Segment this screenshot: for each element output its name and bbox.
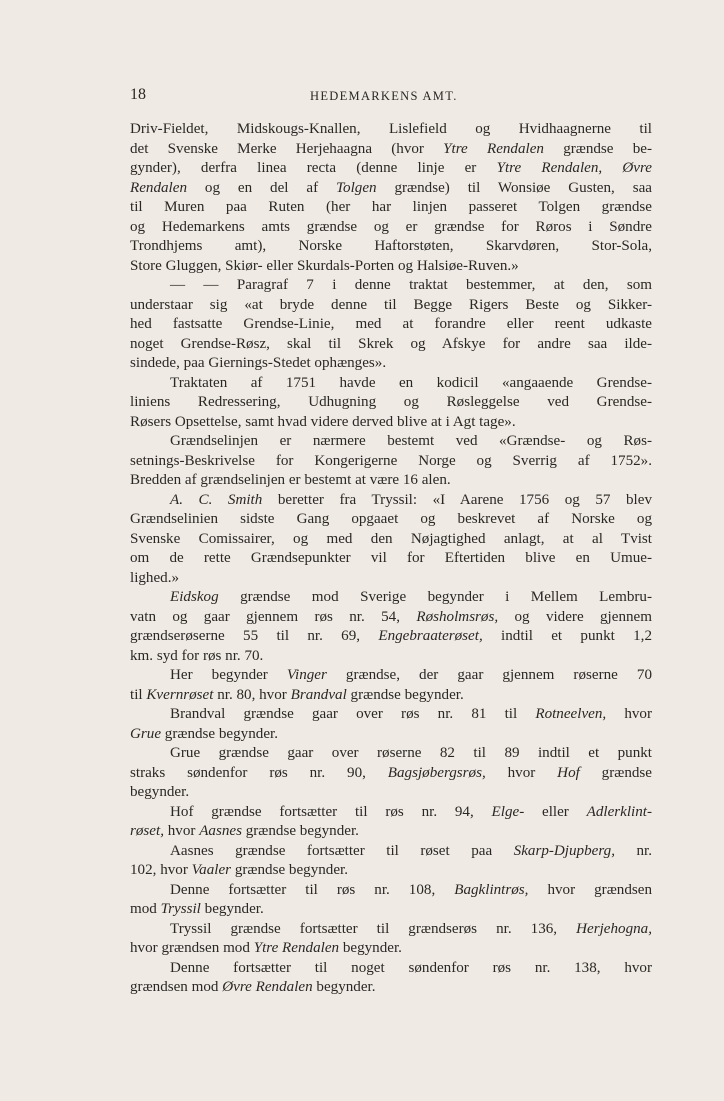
italic-text: Tryssil (160, 901, 201, 917)
italic-text: Brandval (290, 686, 347, 703)
text-line (130, 627, 652, 647)
italic-text: Engebraaterøset, (378, 628, 483, 644)
text-segment: hvor grændsen mod (130, 940, 254, 956)
text-segment: Hof grændse fortsætter til røs nr. 94, (170, 803, 492, 820)
text-segment: lighed.» (130, 569, 180, 586)
text-segment: beretter fra Tryssil: «I Aarene 1756 og 57 blev (262, 491, 652, 508)
text-line (130, 647, 652, 667)
text-segment: gynder), derfra linea recta (denne linje er (130, 160, 497, 176)
page-header (130, 86, 652, 110)
text-segment: Aasnes grændse fortsætter til røset paa (170, 842, 514, 859)
text-segment: Bredden af grændselinjen er bestemt at være 16 alen. (130, 472, 451, 488)
text-segment: Denne fortsætter til røs nr. 108, (170, 881, 455, 898)
text-line (130, 218, 652, 238)
text-segment: og Hedemarkens amts grændse og er grændse for Røros i Søndre (130, 218, 652, 235)
text-segment: 102, hvor (130, 862, 192, 878)
text-line (130, 608, 652, 628)
text-line (130, 725, 652, 745)
italic-text: Kvernrøset (146, 686, 214, 703)
text-segment: vatn og gaar gjennem røs nr. 54, (130, 608, 417, 625)
text-segment: grændse begynder. (346, 686, 464, 703)
text-line (130, 179, 652, 199)
text-segment: straks søndenfor røs nr. 90, (130, 764, 388, 781)
text-segment: understaar sig «at bryde denne til Begge Rigers Beste og Sikker- (130, 296, 652, 313)
text-line (130, 588, 652, 608)
italic-text: Rendalen (130, 179, 187, 196)
italic-text: Rotneelven, (535, 706, 607, 722)
text-line (130, 257, 652, 277)
text-line (130, 666, 652, 686)
text-line (130, 296, 652, 316)
text-segment: Svenske Comissairer, og med den Nøjagtighed anlagt, at al Tvist (130, 530, 652, 547)
text-segment: setnings-Beskrivelse for Kongerigerne Norge og Sverrig af 1752». (130, 452, 652, 469)
text-line (130, 744, 652, 764)
body-text (130, 120, 652, 998)
text-segment: hvor (485, 764, 558, 781)
text-line (130, 764, 652, 784)
italic-text: Vaaler (191, 862, 232, 878)
italic-text: Røsholmsrøs, (416, 608, 499, 625)
italic-text: A. C. Smith (170, 491, 263, 508)
text-segment: til (130, 686, 147, 703)
text-segment: det Svenske Merke Herjehaagna (hvor (130, 140, 444, 157)
text-segment: nr. 80, hvor (213, 686, 291, 703)
text-segment: Trondhjems amt), Norske Haftorstøten, Skarvdøren, Stor-Sola, (130, 238, 652, 254)
text-line (130, 374, 652, 394)
text-line (130, 978, 652, 998)
text-line (130, 413, 652, 433)
text-segment: — — Paragraf 7 i denne traktat bestemmer, at den, som (170, 277, 652, 293)
text-line (130, 491, 652, 511)
page-number: 18 (130, 86, 146, 103)
text-segment: Grue grændse gaar over røserne 82 til 89 indtil et punkt (170, 745, 652, 761)
text-line (130, 510, 652, 530)
text-segment: eller (524, 803, 587, 820)
text-line (130, 783, 652, 803)
italic-text: Ytre Rendalen, Øvre (496, 160, 652, 176)
text-segment: grændse be- (543, 140, 652, 157)
text-line (130, 705, 652, 725)
text-line (130, 881, 652, 901)
text-segment: km. syd for røs nr. 70. (130, 647, 264, 664)
text-segment: Tryssil grændse fortsætter til grændserøs nr. 136, (170, 920, 577, 937)
text-line (130, 530, 652, 550)
text-segment: Røsers Opsettelse, samt hvad videre derved blive at i Agt tage». (130, 413, 516, 430)
text-segment: hvor (606, 706, 652, 722)
italic-text: Øvre Rendalen (222, 979, 313, 995)
italic-text: Grue (130, 725, 162, 742)
text-segment: Brandval grændse gaar over røs nr. 81 til (170, 706, 536, 722)
italic-text: Skarp-Djupberg, (513, 842, 615, 859)
text-segment: grændse begynder. (231, 862, 349, 878)
text-segment: mod (130, 901, 161, 917)
italic-text: Tolgen (336, 179, 377, 196)
text-segment: indtil et punkt 1,2 (482, 628, 652, 644)
text-line (130, 237, 652, 257)
text-segment: Grændselinien sidste Gang opgaaet og beskrevet af Norske og (130, 511, 652, 527)
text-segment: om de rette Grændsepunkter vil for Eftertiden blive en Umue- (130, 550, 652, 566)
text-segment: Her begynder (170, 667, 287, 683)
text-line (130, 159, 652, 179)
text-line (130, 920, 652, 940)
text-segment: noget Grendse-Røsz, skal til Skrek og Afskye for andre saa ilde- (130, 335, 652, 352)
italic-text: Bagsjøbergsrøs, (387, 764, 486, 781)
italic-text: Aasnes (199, 823, 242, 839)
text-line (130, 939, 652, 959)
italic-text: Vinger (286, 667, 327, 683)
italic-text: Elge- (491, 803, 525, 820)
text-segment: sindede, paa Giernings-Stedet ophænges». (130, 355, 387, 371)
text-segment: og en del af (187, 179, 337, 196)
text-segment: Store Gluggen, Skiør- eller Skurdals-Porten og Halsiøe-Ruven.» (130, 257, 519, 274)
italic-text: Eidskog (170, 589, 219, 605)
text-segment: grændse begynder. (161, 725, 278, 742)
text-line (130, 861, 652, 881)
text-segment: grændse (579, 764, 652, 781)
text-line (130, 452, 652, 472)
text-segment: begynder. (312, 979, 376, 995)
text-segment: til Muren paa Ruten (her har linjen passeret Tolgen grændse (130, 199, 652, 215)
text-segment: grændsen mod (130, 979, 223, 995)
text-line (130, 198, 652, 218)
text-segment: begynder. (200, 901, 264, 917)
text-line (130, 569, 652, 589)
italic-text: Herjehogna, (576, 920, 652, 937)
text-line (130, 276, 652, 296)
text-segment: Denne fortsætter til noget søndenfor røs nr. 138, hvor (170, 959, 652, 976)
text-line (130, 822, 652, 842)
text-segment: begynder. (339, 940, 402, 956)
text-line (130, 842, 652, 862)
text-segment: hvor grændsen (528, 881, 652, 898)
text-segment: hed fastsatte Grendse-Linie, med at forandre eller reent udkaste (130, 316, 652, 332)
text-segment: grændse mod Sverige begynder i Mellem Lembru- (218, 589, 652, 605)
text-segment: hvor (163, 823, 200, 839)
text-line (130, 549, 652, 569)
italic-text: Ytre Rendalen (253, 940, 340, 956)
text-segment: liniens Redressering, Udhugning og Røsleggelse ved Grendse- (130, 394, 652, 410)
text-line (130, 335, 652, 355)
text-line (130, 900, 652, 920)
italic-text: røset, (130, 823, 164, 839)
text-segment: Traktaten af 1751 havde en kodicil «angaaende Grendse- (170, 374, 652, 391)
text-segment: nr. (614, 842, 652, 859)
text-line (130, 471, 652, 491)
text-segment: begynder. (130, 784, 190, 800)
text-line (130, 959, 652, 979)
text-line (130, 354, 652, 374)
text-segment: og videre gjennem (498, 608, 652, 625)
italic-text: Adlerklint- (586, 803, 653, 820)
text-line (130, 140, 652, 160)
text-line (130, 686, 652, 706)
text-segment: Driv-Fieldet, Midskougs-Knallen, Lislefield og Hvidhaagnerne til (130, 121, 652, 137)
running-head: HEDEMARKENS AMT. (310, 89, 458, 103)
text-line (130, 803, 652, 823)
text-line (130, 315, 652, 335)
text-segment: grændse, der gaar gjennem røserne 70 (326, 667, 653, 683)
text-segment: Grændselinjen er nærmere bestemt ved «Grændse- og Røs- (170, 433, 652, 449)
italic-text: Ytre Rendalen (443, 140, 544, 157)
text-line (130, 120, 652, 140)
text-line (130, 393, 652, 413)
text-segment: grændserøserne 55 til nr. 69, (130, 628, 379, 644)
italic-text: Hof (557, 764, 580, 781)
text-segment: grændse begynder. (241, 823, 359, 839)
italic-text: Bagklintrøs, (454, 881, 529, 898)
text-segment: grændse) til Wonsiøe Gusten, saa (376, 179, 652, 196)
text-line (130, 432, 652, 452)
